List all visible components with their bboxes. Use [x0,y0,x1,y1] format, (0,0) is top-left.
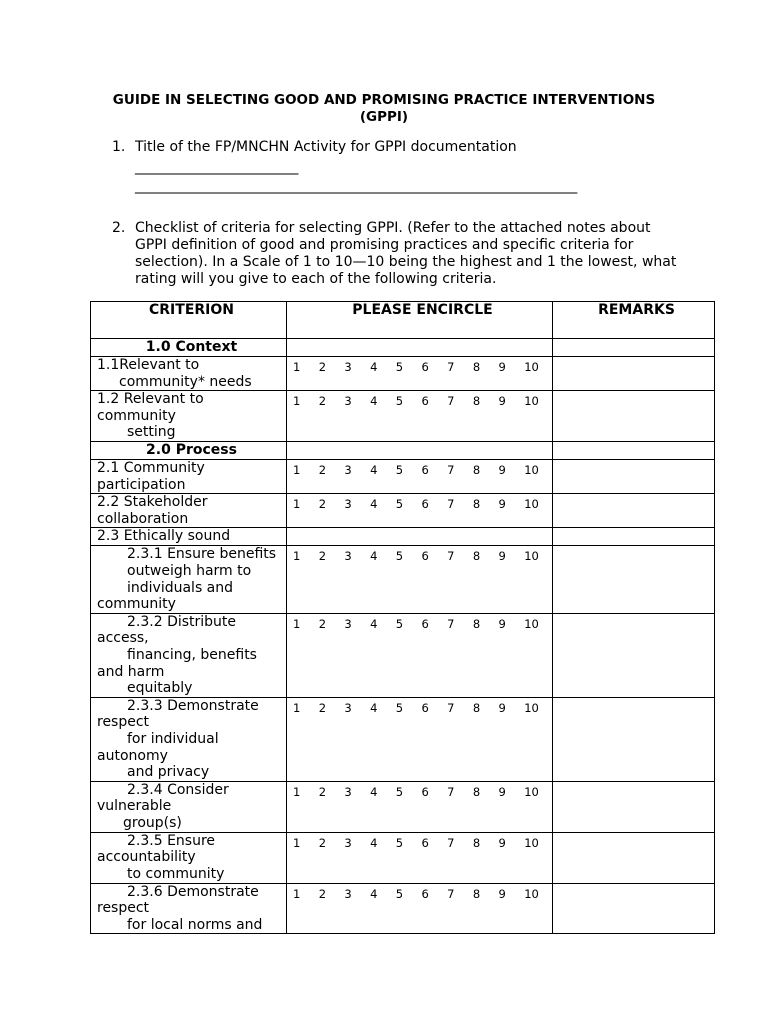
rating-option[interactable]: 9 [498,616,506,631]
rating-option[interactable]: 5 [395,497,404,512]
rating-option[interactable]: 3 [344,835,352,850]
rating-option[interactable]: 2 [318,886,327,901]
rating-option[interactable]: 7 [447,462,455,477]
rating-option[interactable]: 8 [472,462,481,477]
rating-option[interactable]: 8 [472,784,481,799]
rating-option[interactable]: 4 [370,462,378,477]
criterion-cell: 2.3.6 Demonstrate respect for local norms and [91,883,287,934]
criterion-cell: 1.2 Relevant to community setting [91,391,287,442]
rating-option[interactable]: 7 [447,497,455,512]
rating-option[interactable]: 3 [344,886,352,901]
criterion-cell: 2.2 Stakeholder collaboration [91,494,287,528]
item-2-text [135,220,695,288]
rating-option[interactable]: 2 [318,462,327,477]
rating-scale [287,781,553,832]
rating-option[interactable]: 10 [524,700,539,715]
rating-option[interactable]: 3 [344,700,352,715]
rating-option[interactable]: 1 [293,360,301,374]
rating-option[interactable]: 1 [293,549,301,564]
criterion-cell: 2.3.4 Consider vulnerable group(s) [91,781,287,832]
remarks-cell [553,613,715,697]
rating-option[interactable]: 6 [421,700,429,715]
rating-option[interactable]: 7 [447,886,455,901]
rating-option[interactable]: 8 [472,497,481,512]
rating-option[interactable]: 3 [344,394,352,409]
rating-option[interactable]: 5 [395,835,404,850]
header-remarks: REMARKS [553,302,715,339]
rating-scale [287,459,553,493]
item-2-line: rating will you give to each of the following criteria. [135,271,497,287]
item-2-line: selection). In a Scale of 1 to 10—10 being the highest and 1 the lowest, what [135,254,677,270]
remarks-cell [553,832,715,883]
rating-option[interactable]: 2 [318,497,327,512]
table-row [91,781,715,832]
rating-option[interactable]: 7 [447,784,455,799]
rating-option[interactable]: 8 [472,700,481,715]
rating-option[interactable]: 1 [293,700,301,715]
remarks-cell [553,357,715,391]
rating-option[interactable]: 1 [293,784,301,799]
remarks-cell [553,697,715,781]
rating-option[interactable]: 4 [370,886,378,901]
section-context-label: 1.0 Context [91,339,287,357]
rating-option[interactable]: 1 [293,616,301,631]
rating-option[interactable]: 6 [421,784,429,799]
rating-option[interactable]: 1 [293,462,301,477]
rating-option[interactable]: 4 [370,784,378,799]
rating-option[interactable]: 5 [395,360,404,374]
rating-option[interactable]: 4 [370,497,378,512]
rating-option[interactable]: 9 [498,835,506,850]
rating-option[interactable]: 10 [524,886,539,901]
rating-option[interactable]: 3 [344,784,352,799]
item-1-blank-line-2: _________________________________________________________________ [135,178,578,194]
criterion-cell: 2.1 Community participation [91,459,287,493]
rating-option[interactable]: 10 [524,549,539,564]
rating-option[interactable]: 2 [318,616,327,631]
section-row-process [91,441,715,459]
remarks-cell [553,546,715,613]
section-process-label: 2.0 Process [91,441,287,459]
rating-option[interactable]: 2 [318,784,327,799]
rating-option[interactable]: 4 [370,549,378,564]
table-row [91,391,715,442]
rating-option[interactable]: 4 [370,700,378,715]
rating-option[interactable]: 5 [395,549,404,564]
rating-option[interactable]: 9 [498,497,506,512]
rating-option[interactable]: 5 [395,394,404,409]
rating-scale [287,391,553,442]
rating-option[interactable]: 9 [498,886,506,901]
rating-option[interactable]: 9 [498,784,506,799]
section-row-context [91,339,715,357]
rating-option[interactable]: 1 [293,497,301,512]
rating-option[interactable]: 10 [524,497,539,512]
table-row [91,459,715,493]
rating-option[interactable]: 8 [472,394,481,409]
rating-option[interactable]: 7 [447,616,455,631]
rating-option[interactable]: 4 [370,616,378,631]
rating-option[interactable]: 8 [472,835,481,850]
rating-option[interactable]: 6 [421,835,429,850]
rating-option[interactable]: 4 [370,835,378,850]
rating-option[interactable]: 5 [395,886,404,901]
rating-option[interactable]: 3 [344,462,352,477]
remarks-cell [553,781,715,832]
rating-option[interactable]: 6 [421,462,429,477]
item-2-line: GPPI definition of good and promising practices and specific criteria for [135,237,634,253]
criterion-cell: 1.1Relevant to community* needs [91,357,287,391]
rating-option[interactable]: 7 [447,394,455,409]
rating-option[interactable]: 9 [498,462,506,477]
rating-option[interactable]: 10 [524,462,539,477]
criterion-cell: 2.3.5 Ensure accountability to community [91,832,287,883]
rating-option[interactable]: 2 [318,700,327,715]
rating-option[interactable]: 10 [524,616,539,631]
rating-option[interactable]: 7 [447,835,455,850]
criterion-cell: 2.3.3 Demonstrate respect for individual autonomy and privacy [91,697,287,781]
rating-option[interactable]: 7 [447,549,455,564]
rating-option[interactable]: 6 [421,616,429,631]
rating-scale [287,832,553,883]
remarks-cell [553,391,715,442]
title-line-2: (GPPI) [359,109,409,125]
rating-option[interactable]: 4 [370,394,378,409]
rating-scale [287,357,553,391]
rating-option[interactable]: 1 [293,886,301,901]
item-1-text: Title of the FP/MNCHN Activity for GPPI documentation [135,139,517,155]
rating-option[interactable]: 5 [395,700,404,715]
table-row [91,832,715,883]
rating-option[interactable]: 6 [421,394,429,409]
header-criterion: CRITERION [91,302,287,339]
rating-option[interactable]: 8 [472,549,481,564]
table-row [91,883,715,934]
rating-option[interactable]: 6 [421,360,429,374]
document-title [90,92,678,126]
rating-option[interactable]: 7 [447,360,455,374]
criterion-cell: 2.3 Ethically sound [91,528,287,546]
table-row [91,528,715,546]
rating-option[interactable]: 3 [344,360,352,374]
rating-option[interactable]: 2 [318,549,327,564]
rating-option[interactable]: 9 [498,700,506,715]
rating-scale [287,546,553,613]
rating-option[interactable]: 3 [344,549,352,564]
rating-option[interactable]: 9 [498,360,506,374]
rating-option[interactable]: 8 [472,886,481,901]
rating-option[interactable]: 6 [421,549,429,564]
rating-option[interactable]: 9 [498,549,506,564]
table-row [91,697,715,781]
rating-scale [287,613,553,697]
rating-option[interactable]: 10 [524,835,539,850]
criteria-table [90,301,715,934]
rating-option[interactable]: 5 [395,616,404,631]
table-header-row [91,302,715,339]
rating-option[interactable]: 2 [318,835,327,850]
rating-option[interactable]: 8 [472,360,481,374]
table-row [91,494,715,528]
item-2-number: 2. [112,220,126,236]
rating-scale [287,697,553,781]
rating-option[interactable]: 7 [447,700,455,715]
criterion-cell: 2.3.2 Distribute access, financing, benefits and harm equitably [91,613,287,697]
criterion-cell: 2.3.1 Ensure benefits outweigh harm to individuals and community [91,546,287,613]
header-please-encircle: PLEASE ENCIRCLE [287,302,553,339]
remarks-cell [553,494,715,528]
rating-scale [287,494,553,528]
item-1-number: 1. [112,139,126,155]
rating-option[interactable]: 10 [524,360,539,374]
rating-option[interactable]: 3 [344,616,352,631]
rating-option[interactable]: 8 [472,616,481,631]
rating-option[interactable]: 6 [421,886,429,901]
rating-option[interactable]: 5 [395,462,404,477]
title-line-1: GUIDE IN SELECTING GOOD AND PROMISING PRACTICE INTERVENTIONS [112,92,656,108]
rating-option[interactable]: 1 [293,394,301,409]
remarks-cell [553,459,715,493]
rating-option[interactable]: 2 [318,360,327,374]
remarks-cell [553,883,715,934]
rating-option[interactable]: 6 [421,497,429,512]
item-1-blank-line-1: ________________________ [135,159,299,175]
rating-option[interactable]: 4 [370,360,378,374]
table-row [91,546,715,613]
rating-scale [287,883,553,934]
rating-option[interactable]: 9 [498,394,506,409]
rating-option[interactable]: 3 [344,497,352,512]
item-2-line: Checklist of criteria for selecting GPPI. (Refer to the attached notes about [135,220,651,236]
table-row [91,357,715,391]
rating-option[interactable]: 10 [524,784,539,799]
rating-option[interactable]: 5 [395,784,404,799]
rating-option[interactable]: 1 [293,835,301,850]
rating-option[interactable]: 2 [318,394,327,409]
table-row [91,613,715,697]
rating-option[interactable]: 10 [524,394,539,409]
